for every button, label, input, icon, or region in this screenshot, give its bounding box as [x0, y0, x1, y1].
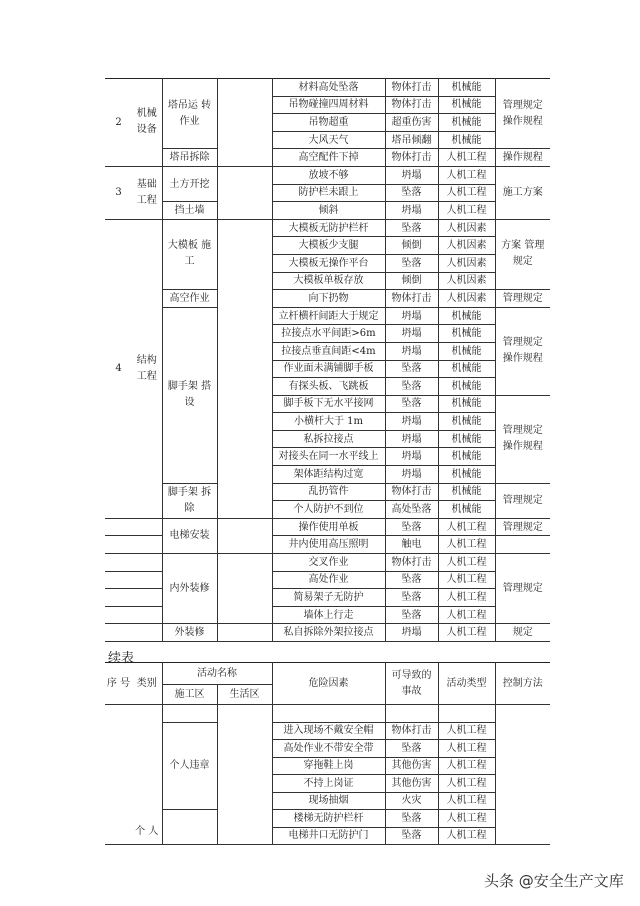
hazard-cell: 大风天气 — [272, 131, 385, 149]
hazard-cell: 不持上岗证 — [272, 775, 385, 793]
serial-cell — [105, 606, 132, 624]
control-cell — [495, 536, 550, 554]
watermark-account: 安全生产文库 — [533, 872, 624, 890]
table-row — [105, 166, 550, 184]
control-cell — [495, 705, 550, 845]
living-area-cell — [217, 79, 272, 167]
category-cell — [132, 536, 162, 554]
activity-type-cell: 人机因素 — [438, 254, 495, 272]
control-cell: 操作规程 — [495, 149, 550, 167]
activity-type-cell: 机械能 — [438, 360, 495, 378]
hazard-cell: 大模板少支腿 — [272, 237, 385, 255]
activity-type-cell: 人机工程 — [438, 536, 495, 554]
activity-type-cell: 人机工程 — [438, 757, 495, 775]
category-cell — [132, 606, 162, 624]
serial-cell — [105, 554, 132, 572]
hazard-cell: 大模板无操作平台 — [272, 254, 385, 272]
activity-type-cell: 人机工程 — [438, 792, 495, 810]
control-cell: 规定 — [495, 624, 550, 642]
accident-cell: 触电 — [385, 536, 438, 554]
activity-type-cell: 机械能 — [438, 448, 495, 466]
serial-cell — [105, 536, 132, 554]
serial-cell: 4 — [105, 219, 132, 518]
accident-cell: 物体打击 — [385, 149, 438, 167]
activity-type-cell: 人机工程 — [438, 722, 495, 740]
accident-cell: 坍塌 — [385, 466, 438, 484]
category-cell — [132, 518, 162, 536]
category-cell: 基础工程 — [132, 166, 162, 219]
header-activity: 活动名称 — [162, 663, 272, 685]
header-serial: 序 号 — [105, 663, 132, 705]
hazard-cell: 操作使用单板 — [272, 518, 385, 536]
activity-type-cell: 机械能 — [438, 466, 495, 484]
activity-cell: 个人违章 — [162, 722, 217, 810]
accident-cell: 物体打击 — [385, 722, 438, 740]
serial-cell — [105, 518, 132, 536]
header-living-area: 生活区 — [217, 685, 272, 705]
watermark — [484, 870, 624, 891]
table-row — [105, 705, 550, 723]
table-row — [105, 290, 550, 308]
hazard-cell: 高空配件下掉 — [272, 149, 385, 167]
category-cell — [132, 571, 162, 589]
hazard-cell: 井内使用高压照明 — [272, 536, 385, 554]
accident-cell: 物体打击 — [385, 79, 438, 97]
hazard-table-main — [105, 78, 550, 642]
accident-cell: 坠落 — [385, 518, 438, 536]
hazard-cell: 小横杆大于 1m — [272, 413, 385, 431]
watermark-platform: 头条 — [484, 872, 515, 890]
activity-type-cell: 机械能 — [438, 79, 495, 97]
activity-type-cell: 机械能 — [438, 378, 495, 396]
table-row — [105, 722, 550, 740]
activity-cell: 大模板 施工 — [162, 219, 217, 289]
activity-cell: 外装修 — [162, 624, 217, 642]
control-cell: 方案 管理规定 — [495, 219, 550, 289]
table-row — [105, 483, 550, 501]
table-row — [105, 624, 550, 642]
hazard-cell: 立杆横杆间距大于规定 — [272, 307, 385, 325]
hazard-table-continued — [105, 662, 550, 845]
activity-type-cell: 机械能 — [438, 96, 495, 114]
serial-cell — [105, 624, 132, 642]
activity-type-cell: 机械能 — [438, 395, 495, 413]
table-row — [105, 518, 550, 536]
accident-cell: 其他伤害 — [385, 757, 438, 775]
hazard-cell: 高处作业 — [272, 571, 385, 589]
continued-label: 续表 — [108, 651, 135, 666]
accident-cell: 坠落 — [385, 740, 438, 758]
accident-cell: 超重伤害 — [385, 114, 438, 132]
activity-type-cell: 机械能 — [438, 325, 495, 343]
activity-type-cell: 人机工程 — [438, 624, 495, 642]
activity-type-cell: 人机工程 — [438, 606, 495, 624]
accident-cell: 物体打击 — [385, 96, 438, 114]
accident-cell: 坠落 — [385, 810, 438, 828]
accident-cell — [385, 705, 438, 723]
activity-type-cell: 人机工程 — [438, 149, 495, 167]
accident-cell: 其他伤害 — [385, 775, 438, 793]
accident-cell: 火灾 — [385, 792, 438, 810]
activity-cell: 内外装修 — [162, 554, 217, 624]
table-row — [105, 149, 550, 167]
category-cell: 个 人 — [132, 705, 162, 845]
activity-type-cell: 人机工程 — [438, 184, 495, 202]
table-row — [105, 810, 550, 828]
header-hazard: 危险因素 — [272, 663, 385, 705]
hazard-cell: 交叉作业 — [272, 554, 385, 572]
accident-cell: 倾倒 — [385, 237, 438, 255]
activity-type-cell: 机械能 — [438, 131, 495, 149]
activity-cell: 电梯安装 — [162, 518, 217, 553]
activity-type-cell: 人机因素 — [438, 219, 495, 237]
activity-cell: 塔吊拆除 — [162, 149, 217, 167]
hazard-cell: 向下扔物 — [272, 290, 385, 308]
activity-type-cell: 人机工程 — [438, 775, 495, 793]
activity-type-cell: 人机因素 — [438, 272, 495, 290]
control-cell: 管理规定 操作规程 — [495, 307, 550, 395]
accident-cell: 坍塌 — [385, 307, 438, 325]
control-cell: 管理规定 — [495, 290, 550, 308]
hazard-cell: 架体距结构过宽 — [272, 466, 385, 484]
activity-type-cell: 机械能 — [438, 307, 495, 325]
header-construction-area: 施工区 — [162, 685, 217, 705]
living-area-cell — [217, 705, 272, 845]
hazard-cell: 防护栏未跟上 — [272, 184, 385, 202]
accident-cell: 坍塌 — [385, 325, 438, 343]
activity-type-cell: 机械能 — [438, 501, 495, 519]
accident-cell: 坍塌 — [385, 413, 438, 431]
hazard-cell: 大模板单板存放 — [272, 272, 385, 290]
accident-cell: 坠落 — [385, 219, 438, 237]
activity-cell: 挡土墙 — [162, 202, 217, 220]
accident-cell: 坠落 — [385, 571, 438, 589]
living-area-cell — [217, 554, 272, 624]
table-row — [105, 307, 550, 325]
accident-cell: 坍塌 — [385, 430, 438, 448]
hazard-cell: 楼梯无防护栏杆 — [272, 810, 385, 828]
serial-cell: 3 — [105, 166, 132, 219]
activity-type-cell: 人机因素 — [438, 290, 495, 308]
activity-type-cell: 机械能 — [438, 430, 495, 448]
accident-cell: 坠落 — [385, 589, 438, 607]
accident-cell: 坠落 — [385, 395, 438, 413]
control-cell: 管理规定 — [495, 518, 550, 536]
table-row — [105, 202, 550, 220]
accident-cell: 坠落 — [385, 378, 438, 396]
control-cell: 施工方案 — [495, 166, 550, 219]
activity-type-cell: 人机工程 — [438, 554, 495, 572]
accident-cell: 物体打击 — [385, 554, 438, 572]
serial-cell — [105, 571, 132, 589]
serial-cell: 2 — [105, 79, 132, 167]
table-row — [105, 219, 550, 237]
activity-type-cell: 机械能 — [438, 483, 495, 501]
watermark-separator: @ — [518, 872, 534, 890]
hazard-cell: 现场抽烟 — [272, 792, 385, 810]
accident-cell: 坠落 — [385, 606, 438, 624]
header-activity-type: 活动类型 — [438, 663, 495, 705]
accident-cell: 坍塌 — [385, 342, 438, 360]
category-cell — [132, 624, 162, 642]
control-cell: 管理规定 — [495, 483, 550, 518]
hazard-cell: 倾斜 — [272, 202, 385, 220]
category-cell — [132, 554, 162, 572]
accident-cell: 坍塌 — [385, 202, 438, 220]
activity-cell: 土方开挖 — [162, 166, 217, 201]
accident-cell: 物体打击 — [385, 290, 438, 308]
hazard-cell: 作业面未满铺脚手板 — [272, 360, 385, 378]
serial-cell — [105, 589, 132, 607]
living-area-cell — [217, 518, 272, 553]
hazard-cell: 高处作业不带安全带 — [272, 740, 385, 758]
hazard-cell: 大模板无防护栏杆 — [272, 219, 385, 237]
activity-type-cell: 机械能 — [438, 114, 495, 132]
accident-cell: 倾倒 — [385, 272, 438, 290]
accident-cell: 坠落 — [385, 184, 438, 202]
living-area-cell — [217, 166, 272, 219]
hazard-cell: 私拆拉接点 — [272, 430, 385, 448]
header-accident: 可导致的 事故 — [385, 663, 438, 705]
hazard-cell: 乱扔管件 — [272, 483, 385, 501]
control-cell: 管理规定 操作规程 — [495, 79, 550, 149]
activity-type-cell: 人机工程 — [438, 166, 495, 184]
activity-type-cell: 人机工程 — [438, 740, 495, 758]
activity-cell: 脚手架 搭设 — [162, 307, 217, 483]
activity-type-cell: 人机因素 — [438, 237, 495, 255]
hazard-cell: 墙体上行走 — [272, 606, 385, 624]
activity-type-cell: 人机工程 — [438, 810, 495, 828]
table-header-row — [105, 663, 550, 685]
hazard-cell: 简易架子无防护 — [272, 589, 385, 607]
activity-type-cell: 人机工程 — [438, 589, 495, 607]
hazard-cell: 吊物超重 — [272, 114, 385, 132]
accident-cell: 塔吊倾翻 — [385, 131, 438, 149]
table-row — [105, 79, 550, 97]
hazard-cell: 吊物碰撞四周材料 — [272, 96, 385, 114]
control-cell: 管理规定 操作规程 — [495, 395, 550, 483]
activity-type-cell: 人机工程 — [438, 518, 495, 536]
hazard-cell — [272, 705, 385, 723]
accident-cell: 坍塌 — [385, 166, 438, 184]
hazard-cell: 个人防护不到位 — [272, 501, 385, 519]
accident-cell: 坍塌 — [385, 448, 438, 466]
accident-cell: 坍塌 — [385, 624, 438, 642]
activity-cell: 脚手架 拆除 — [162, 483, 217, 518]
activity-type-cell: 机械能 — [438, 413, 495, 431]
accident-cell: 坠落 — [385, 827, 438, 845]
control-cell: 管理规定 — [495, 554, 550, 624]
hazard-cell: 私自拆除外架拉接点 — [272, 624, 385, 642]
header-category: 类别 — [132, 663, 162, 705]
activity-type-cell: 人机工程 — [438, 571, 495, 589]
header-control: 控制方法 — [495, 663, 550, 705]
hazard-cell: 材料高处坠落 — [272, 79, 385, 97]
hazard-cell: 放坡不够 — [272, 166, 385, 184]
table-row — [105, 554, 550, 572]
hazard-cell: 脚手板下无水平接网 — [272, 395, 385, 413]
hazard-cell: 拉接点水平间距>6m — [272, 325, 385, 343]
activity-type-cell — [438, 705, 495, 723]
hazard-cell: 有探头板、飞跳板 — [272, 378, 385, 396]
category-cell: 结构工程 — [132, 219, 162, 518]
activity-cell — [162, 810, 217, 845]
hazard-cell: 进入现场不戴安全帽 — [272, 722, 385, 740]
hazard-cell: 拉接点垂直间距<4m — [272, 342, 385, 360]
living-area-cell — [217, 219, 272, 518]
serial-cell — [105, 705, 132, 845]
accident-cell: 坠落 — [385, 360, 438, 378]
activity-type-cell: 人机工程 — [438, 827, 495, 845]
living-area-cell — [217, 624, 272, 642]
category-cell: 机械设备 — [132, 79, 162, 167]
activity-type-cell: 人机工程 — [438, 202, 495, 220]
accident-cell: 物体打击 — [385, 483, 438, 501]
activity-cell — [162, 705, 217, 723]
activity-type-cell: 机械能 — [438, 342, 495, 360]
activity-cell: 高空作业 — [162, 290, 217, 308]
activity-cell: 塔吊运 转作业 — [162, 79, 217, 149]
accident-cell: 坠落 — [385, 254, 438, 272]
accident-cell: 高处坠落 — [385, 501, 438, 519]
hazard-cell: 穿拖鞋上岗 — [272, 757, 385, 775]
category-cell — [132, 589, 162, 607]
hazard-cell: 对接头在同一水平线上 — [272, 448, 385, 466]
hazard-cell: 电梯井口无防护门 — [272, 827, 385, 845]
